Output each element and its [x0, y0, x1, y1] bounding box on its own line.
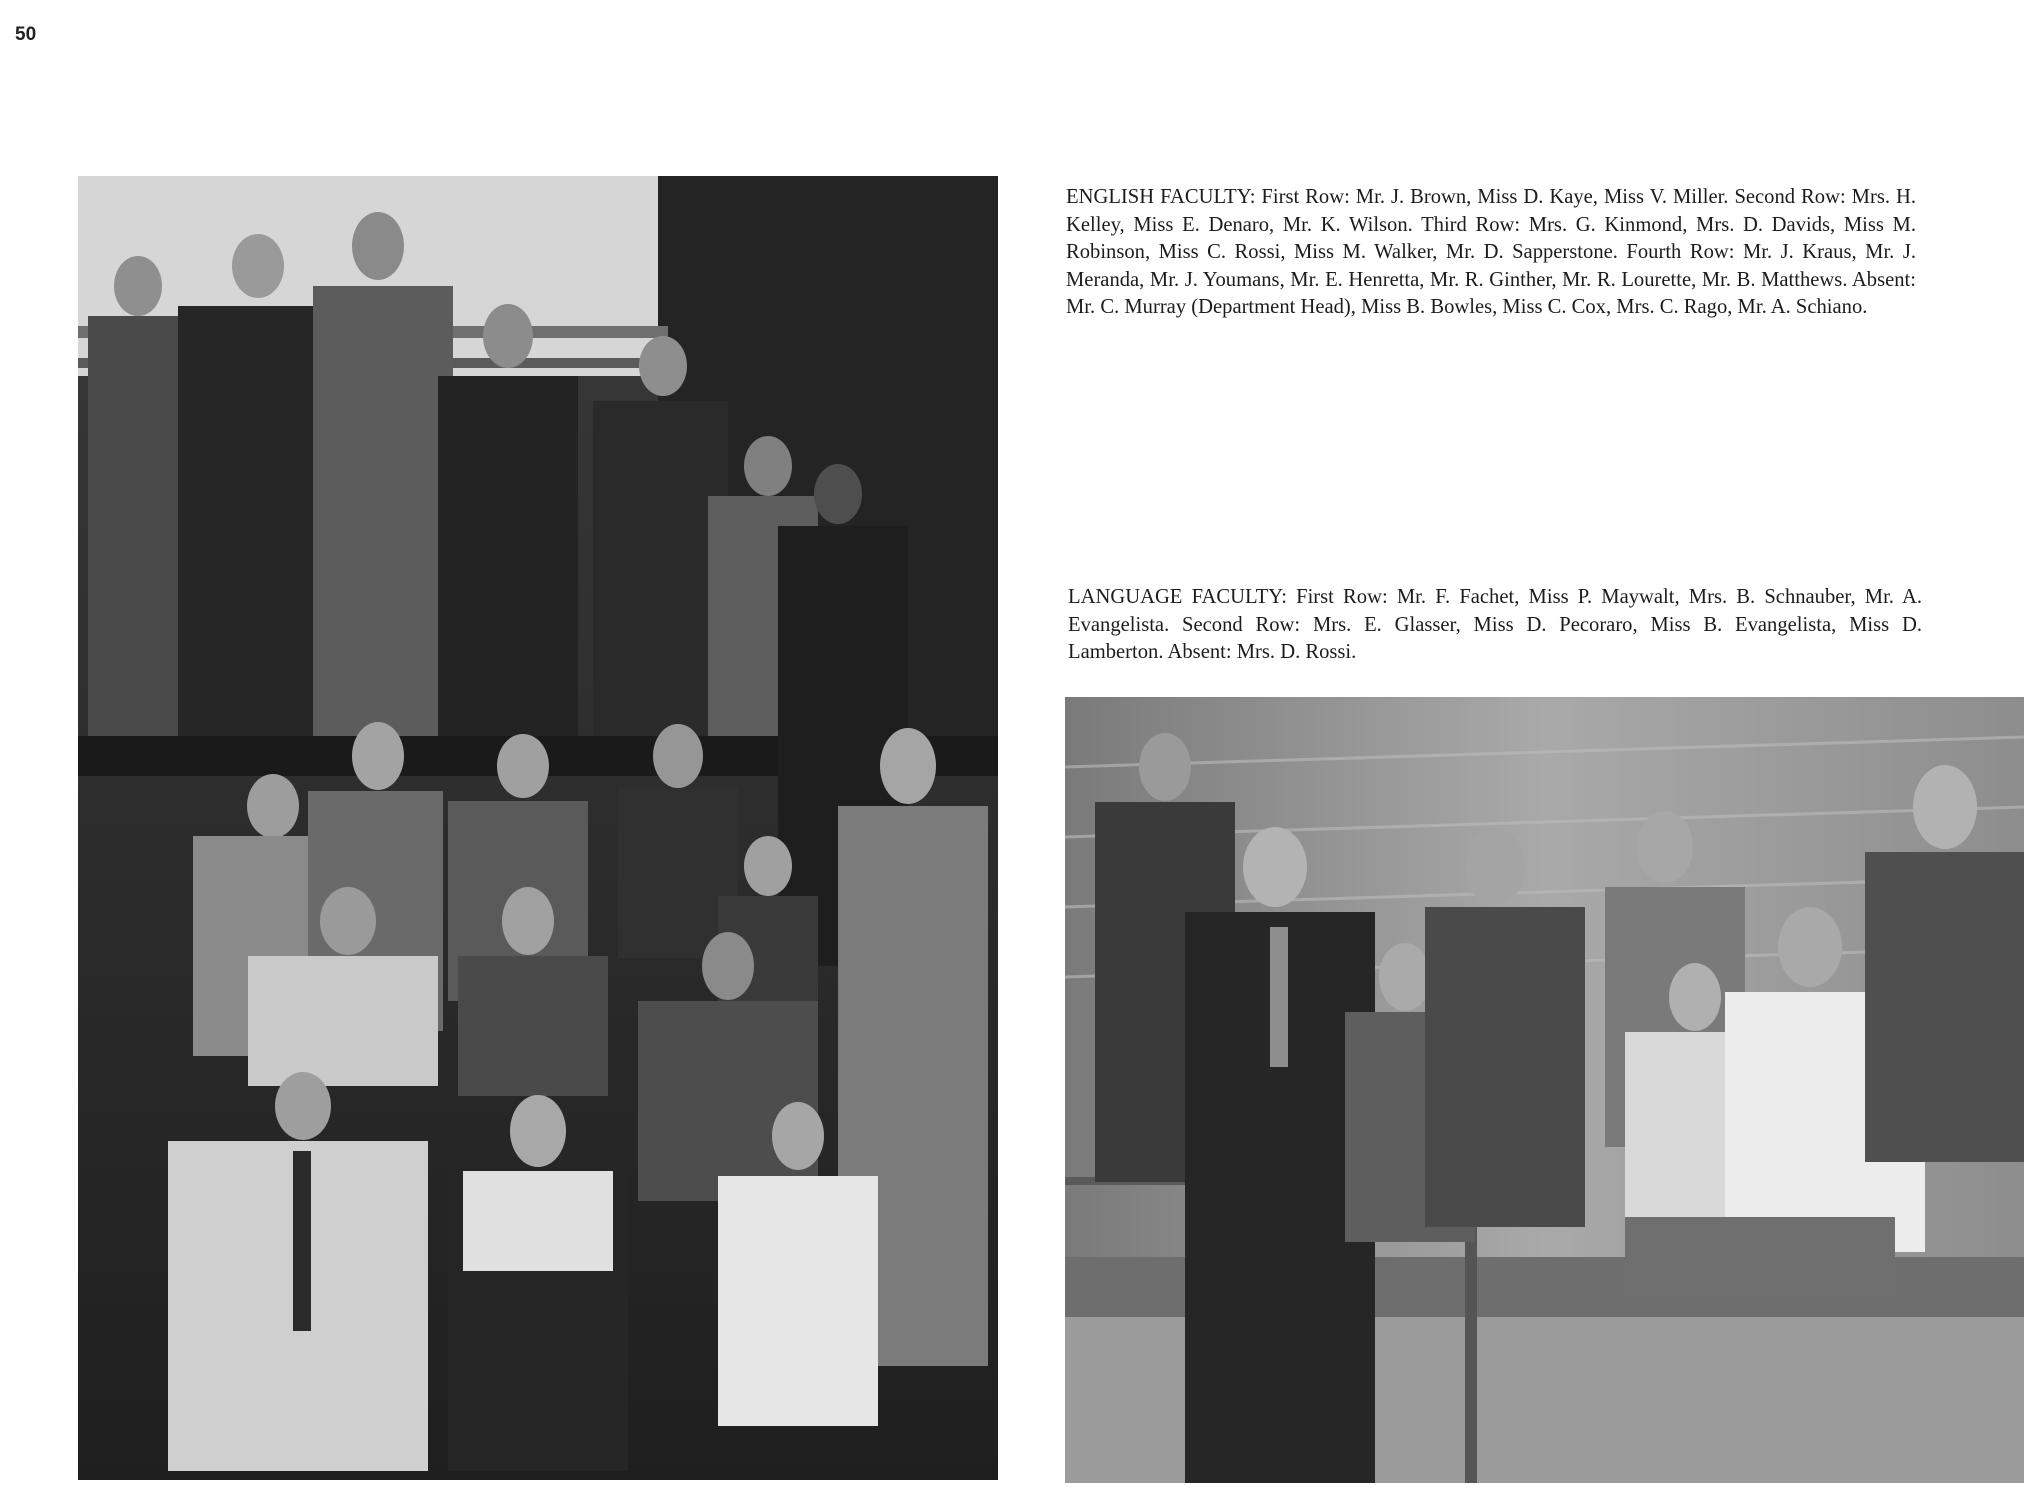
language-faculty-photo [1065, 697, 2024, 1483]
language-faculty-caption: LANGUAGE FACULTY: First Row: Mr. F. Fachet, Miss P. Maywalt, Mrs. B. Schnauber, Mr. A. Evangelista. Second Row: Mrs. E. Glasser, Miss D. Pecoraro, Miss B. Evangelista, Miss D. Lamberton. Absent: Mrs. D. Rossi. [1068, 586, 1922, 663]
language-faculty-photo-graphic [1065, 697, 2024, 1483]
english-faculty-photo-graphic [78, 176, 998, 1480]
english-faculty-caption: ENGLISH FACULTY: First Row: Mr. J. Brown, Miss D. Kaye, Miss V. Miller. Second Row: Mrs. H. Kelley, Miss E. Denaro, Mr. K. Wilson. Third Row: Mrs. G. Kinmond, Mrs. D. Davids, Miss M. Robinson, Miss C. Rossi, Miss M. Walker, Mr. D. Sapperstone. Fourth Row: Mr. J. Kraus, Mr. J. Meranda, Mr. J. Youmans, Mr. E. Henretta, Mr. R. Ginther, Mr. R. Lourette, Mr. B. Matthews. Absent: Mr. C. Murray (Department Head), Miss B. Bowles, Miss C. Cox, Mrs. C. Rago, Mr. A. Schiano. [1066, 186, 1916, 318]
english-faculty-photo [78, 176, 998, 1480]
page-number: 50 [15, 24, 37, 45]
